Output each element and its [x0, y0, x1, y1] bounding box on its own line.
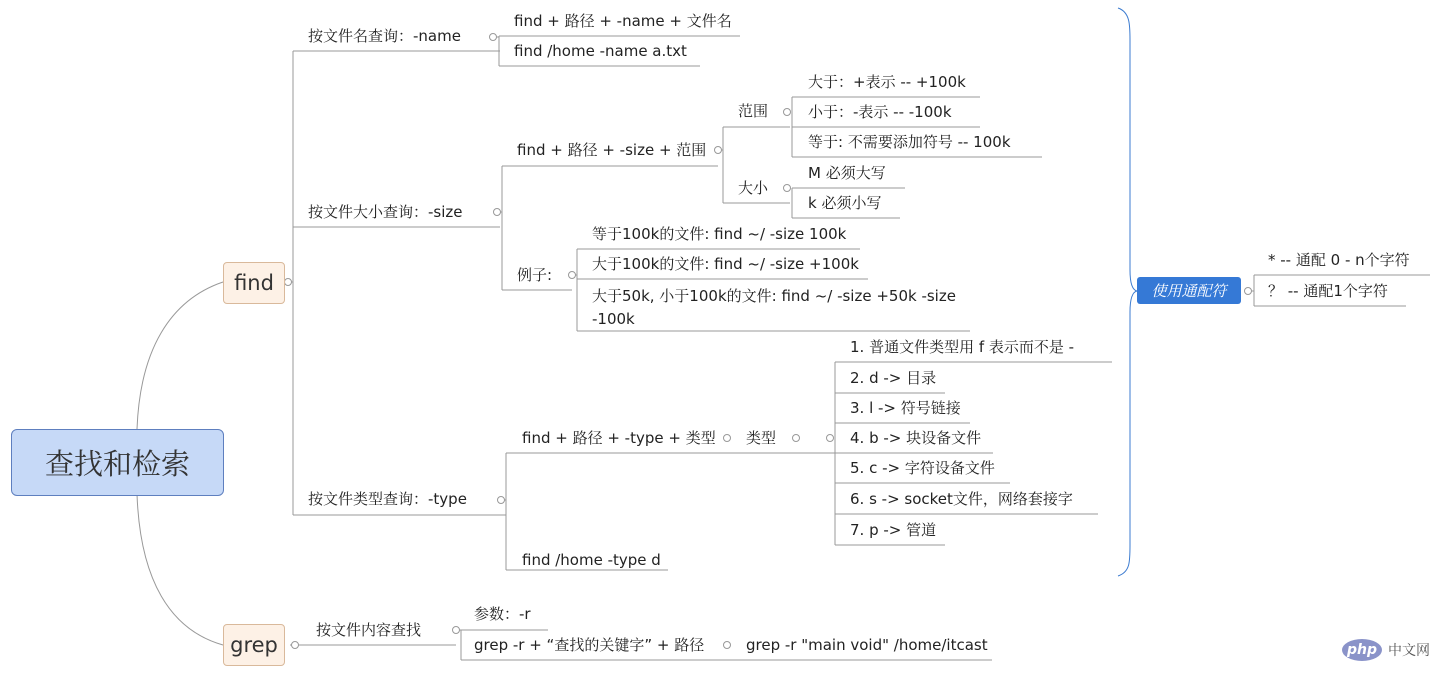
size-topic[interactable]: 大小 — [738, 179, 769, 197]
type-block[interactable]: 4. b -> 块设备文件 — [850, 429, 982, 447]
type-topic[interactable]: 类型 — [746, 429, 777, 447]
by-type-example[interactable]: find /home -type d — [522, 551, 661, 569]
range-less[interactable]: 小于：-表示 -- -100k — [808, 103, 952, 121]
range-equal[interactable]: 等于: 不需要添加符号 -- 100k — [808, 133, 1011, 151]
watermark-site-name: 中文网 — [1388, 643, 1430, 659]
size-upper-m[interactable]: M 必须大写 — [808, 164, 886, 182]
by-type-syntax[interactable]: find + 路径 + -type + 类型 — [522, 429, 716, 447]
by-name-topic[interactable]: 按文件名查询：-name — [308, 27, 461, 45]
root-topic[interactable]: 查找和检索 — [11, 429, 224, 496]
wildcard-question[interactable]: ？ -- 通配1个字符 — [1268, 282, 1388, 300]
by-name-syntax[interactable]: find + 路径 + -name + 文件名 — [514, 12, 732, 30]
wildcard-star[interactable]: * -- 通配 0 - n个字符 — [1268, 251, 1410, 269]
by-type-topic[interactable]: 按文件类型查询：-type — [308, 490, 467, 508]
by-name-example[interactable]: find /home -name a.txt — [514, 42, 687, 60]
size-lower-k[interactable]: k 必须小写 — [808, 194, 882, 212]
example-equal[interactable]: 等于100k的文件: find ~/ -size 100k — [592, 225, 847, 243]
grep-example[interactable]: grep -r "main void" /home/itcast — [746, 636, 988, 654]
examples-topic[interactable]: 例子: — [517, 266, 553, 284]
php-logo-icon: php — [1342, 639, 1382, 661]
type-regular[interactable]: 1. 普通文件类型用 f 表示而不是 - — [850, 338, 1075, 356]
type-char[interactable]: 5. c -> 字符设备文件 — [850, 459, 995, 477]
by-size-syntax[interactable]: find + 路径 + -size + 范围 — [517, 141, 707, 159]
type-directory[interactable]: 2. d -> 目录 — [850, 369, 937, 387]
grep-param[interactable]: 参数：-r — [474, 605, 531, 623]
site-watermark — [1342, 639, 1430, 661]
type-symlink[interactable]: 3. l -> 符号链接 — [850, 399, 961, 417]
by-size-topic[interactable]: 按文件大小查询：-size — [308, 203, 463, 221]
type-socket[interactable]: 6. s -> socket文件，网络套接字 — [850, 490, 1073, 508]
grep-by-content[interactable]: 按文件内容查找 — [316, 621, 422, 639]
grep-syntax[interactable]: grep -r + “查找的关键字” + 路径 — [474, 636, 705, 654]
find-topic[interactable]: find — [223, 262, 285, 304]
wildcard-summary[interactable]: 使用通配符 — [1137, 277, 1241, 304]
type-pipe[interactable]: 7. p -> 管道 — [850, 521, 937, 539]
grep-topic[interactable]: grep — [223, 624, 285, 666]
range-greater[interactable]: 大于：+表示 -- +100k — [808, 73, 966, 91]
range-topic[interactable]: 范围 — [738, 102, 769, 120]
example-range[interactable]: 大于50k, 小于100k的文件: find ~/ -size +50k -size -100k — [592, 287, 956, 328]
example-greater[interactable]: 大于100k的文件: find ~/ -size +100k — [592, 255, 859, 273]
